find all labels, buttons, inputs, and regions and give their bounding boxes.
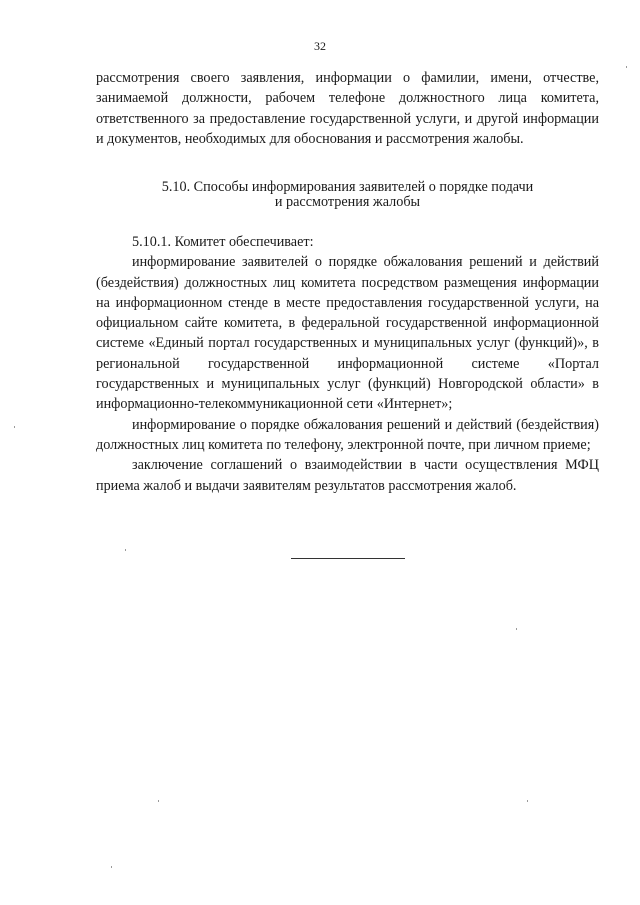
list-item: информирование заявителей о порядке обжалования решений и действий (бездействия) должностных лиц комитета посредством размещения информации на информационном стенде в месте предоставления государственной услуги, на официальном сайте комитета, в федеральной государственной информационной системе «Единый портал государственных и муниципальных услуг (функций)», в региональной государственной информационной системе «Портал государственных и муниципальных услуг (функций) Новгородской области» в информационно-телекоммуникационной сети «Интернет»; (96, 254, 599, 413)
scan-speck (158, 800, 159, 802)
list-item: информирование о порядке обжалования решений и действий (бездействия) должностных лиц комитета по телефону, электронной почте, при личном приеме; (96, 416, 599, 453)
page-number: 32 (314, 39, 326, 53)
section-heading (96, 180, 599, 209)
scan-speck (516, 628, 517, 630)
section-heading-line-2: и рассмотрения жалобы (274, 193, 421, 210)
scan-speck (527, 800, 528, 802)
section-body (96, 232, 599, 496)
clause-intro: 5.10.1. Комитет обеспечивает: (132, 234, 314, 250)
list-item: заключение соглашений о взаимодействии в части осуществления МФЦ приема жалоб и выдачи заявителям результатов рассмотрения жалоб. (96, 457, 599, 494)
continuation-block (96, 68, 599, 149)
scan-speck (626, 66, 627, 68)
end-rule (291, 558, 405, 559)
continuation-paragraph: рассмотрения своего заявления, информации о фамилии, имени, отчестве, занимаемой должности, рабочем телефоне должностного лица комитета, ответственного за предоставление государственной услуги, и другой информации и документов, необходимых для обоснования и рассмотрения жалобы. (96, 70, 599, 147)
section-heading-line-1: 5.10. Способы информирования заявителей о порядке подачи (161, 179, 534, 195)
scan-speck (125, 549, 126, 551)
scan-speck (14, 426, 15, 428)
scan-speck (111, 866, 112, 868)
